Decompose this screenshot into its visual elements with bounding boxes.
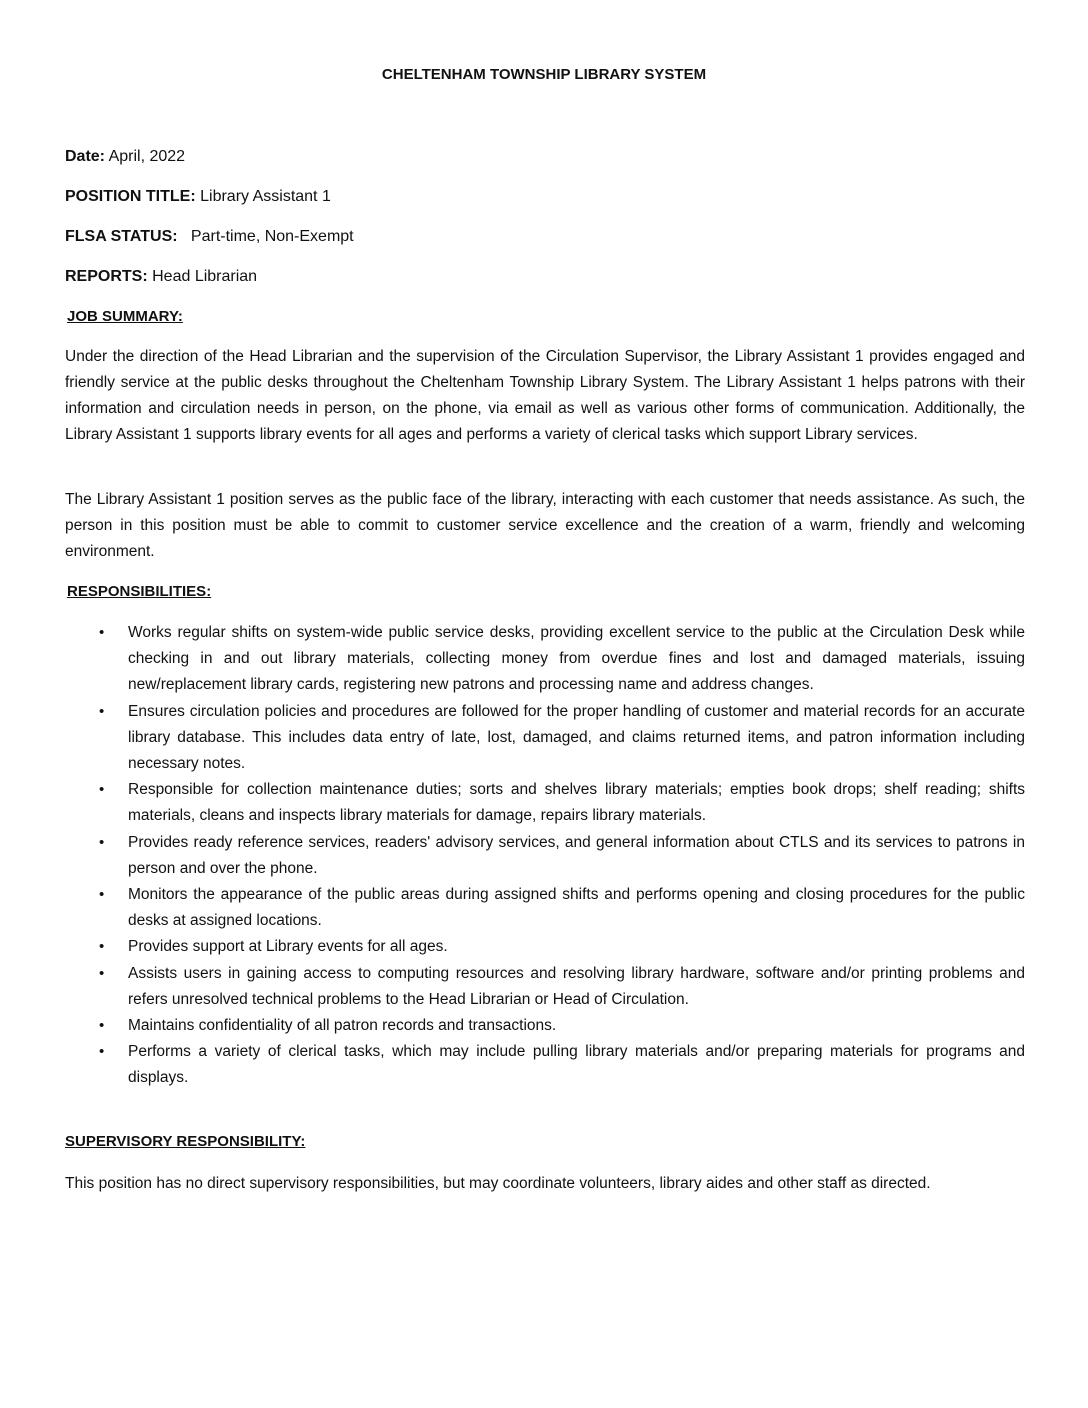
list-item: • Ensures circulation policies and procedures are followed for the proper handling of customer and material records for an accurate library database. This includes data entry of late, lost, damaged, and claims returned items, and patron information including necessary notes. [65, 699, 1025, 778]
bullet-icon: • [99, 1017, 105, 1035]
position-title-label: POSITION TITLE: [65, 188, 196, 205]
flsa-status-value: Part-time, Non-Exempt [177, 228, 354, 245]
list-item: • Performs a variety of clerical tasks, which may include pulling library materials and/or preparing materials for programs and displays. [65, 1039, 1025, 1091]
flsa-status-field [65, 227, 354, 247]
bullet-icon: • [99, 702, 105, 720]
bullet-icon: • [99, 938, 105, 956]
list-item: • Assists users in gaining access to computing resources and resolving library hardware, software and/or printing problems and refers unresolved technical problems to the Head Librarian or Head of Circulation. [65, 961, 1025, 1013]
position-title-field [65, 187, 331, 207]
list-item: • Maintains confidentiality of all patron records and transactions. [65, 1013, 1025, 1039]
list-item: • Monitors the appearance of the public areas during assigned shifts and performs opening and closing procedures for the public desks at assigned locations. [65, 882, 1025, 934]
list-item: • Provides ready reference services, readers' advisory services, and general information about CTLS and its services to patrons in person and over the phone. [65, 830, 1025, 882]
reports-value: Head Librarian [147, 268, 258, 285]
flsa-status-label: FLSA STATUS: [65, 228, 178, 245]
bullet-icon: • [99, 624, 105, 641]
position-title-value: Library Assistant 1 [195, 188, 331, 205]
responsibilities-list [65, 620, 1025, 1092]
date-value: April, 2022 [105, 148, 186, 165]
date-field [65, 147, 185, 167]
list-item: • Works regular shifts on system-wide public service desks, providing excellent service to the public at the Circulation Desk while checking in and out library materials, collecting money from overdue fines and lost and damaged materials, issuing new/replacement library cards, registering new patrons and processing name and address changes. [65, 620, 1025, 699]
job-summary-heading: JOB SUMMARY: [67, 308, 183, 325]
document-title: CHELTENHAM TOWNSHIP LIBRARY SYSTEM [381, 66, 707, 83]
reports-field [65, 267, 257, 287]
job-summary-paragraph-1: Under the direction of the Head Librarian and the supervision of the Circulation Supervisor, the Library Assistant 1 provides engaged and friendly service at the public desks throughout the Cheltenham Township Library System. The Library Assistant 1 helps patrons with their information and circulation needs in person, on the phone, via email as well as various other forms of communication. Additionally, the Library Assistant 1 supports library events for all ages and performs a variety of clerical tasks which support Library services. [65, 348, 1025, 443]
responsibilities-heading: RESPONSIBILITIES: [67, 583, 212, 600]
bullet-icon: • [99, 886, 105, 904]
date-label: Date: [65, 148, 106, 165]
bullet-icon: • [99, 1043, 105, 1061]
supervisory-heading: SUPERVISORY RESPONSIBILITY: [65, 1133, 306, 1150]
bullet-icon: • [99, 833, 105, 851]
job-summary-paragraph-2: The Library Assistant 1 position serves as the public face of the library, interacting with each customer that needs assistance. As such, the person in this position must be able to commit to customer service excellence and the creation of a warm, friendly and welcoming environment. [65, 491, 1025, 560]
reports-label: REPORTS: [65, 268, 148, 285]
bullet-icon: • [99, 781, 105, 799]
list-item: • Responsible for collection maintenance duties; sorts and shelves library materials; empties book drops; shelf reading; shifts materials, cleans and inspects library materials for damage, repairs library materials. [65, 777, 1025, 829]
list-item: • Provides support at Library events for all ages. [65, 934, 1025, 960]
supervisory-paragraph: This position has no direct supervisory responsibilities, but may coordinate volunteers, library aides and other staff as directed. [65, 1175, 931, 1192]
bullet-icon: • [99, 964, 105, 982]
